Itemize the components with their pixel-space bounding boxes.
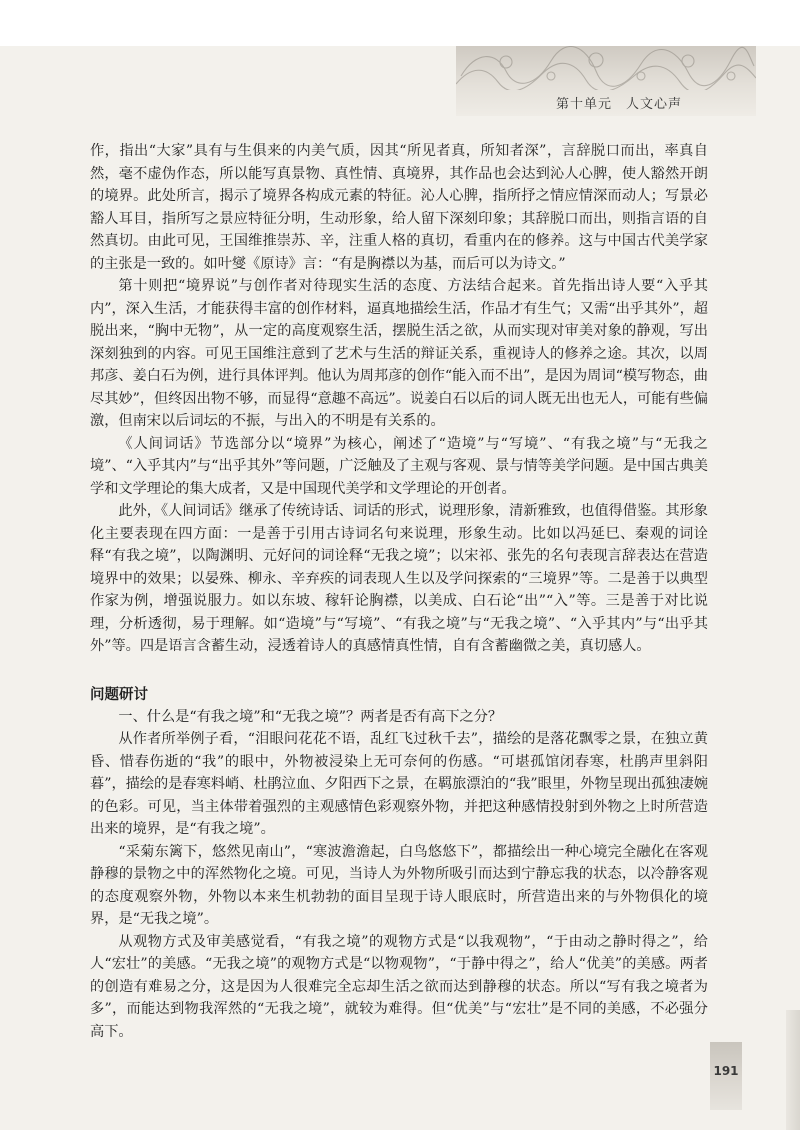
top-margin bbox=[0, 0, 800, 46]
section-heading: 问题研讨 bbox=[90, 686, 148, 703]
section-gap bbox=[90, 658, 708, 684]
header-ornament-pattern bbox=[456, 46, 756, 90]
unit-title: 第十单元 人文心声 bbox=[555, 97, 682, 112]
answer-paragraph: “采菊东篱下，悠然见南山”，“寒波澹澹起，白鸟悠悠下”，都描绘出一种心境完全融化在客观静穆的景物之中的浑然物化之境。可见，当诗人为外物所吸引而达到宁静忘我的状态，以冷静客观的态度观察外物，外物以本来生机勃勃的面目呈现于诗人眼底时，所营造出来的与外物俱化的境界，是“无我之境”。 bbox=[90, 843, 708, 927]
body-paragraph: 作，指出“大家”具有与生俱来的内美气质，因其“所见者真，所知者深”，言辞脱口而出，率真自然，毫不虚伪作态，所以能写真景物、真性情、真境界，其作品也会达到沁人心脾，使人豁然开朗的境界。此处所言，揭示了境界各构成元素的特征。沁人心脾，指所抒之情应情深而动人；写景必豁人耳目，指所写之景应特征分明，生动形象，给人留下深刻印象；其辞脱口而出，则指言语的自然真切。由此可见，王国维推崇苏、辛，注重人格的真切，看重内在的修养。这与中国古代美学家的主张是一致的。如叶燮《原诗》言：“有是胸襟以为基，而后可以为诗文。” bbox=[90, 143, 708, 272]
page-number: 191 bbox=[713, 1064, 739, 1078]
answer-paragraph: 从观物方式及审美感觉看，“有我之境”的观物方式是“以我观物”，“于由动之静时得之”，给人“宏壮”的美感。“无我之境”的观物方式是“以物观物”，“于静中得之”，给人“优美”的美感。两者的创造有难易之分，这是因为人很难完全忘却生活之欲而达到静穆的状态。所以“写有我之境者为多”，而能达到物我浑然的“无我之境”，就较为难得。但“优美”与“宏壮”是不同的美感，不必强分高下。 bbox=[90, 933, 708, 1040]
discussion-question: 一、什么是“有我之境”和“无我之境”？两者是否有高下之分？ bbox=[118, 708, 503, 725]
page-body bbox=[90, 140, 708, 1043]
answer-paragraph: 从作者所举例子看，“泪眼问花花不语，乱红飞过秋千去”，描绘的是落花飘零之景，在独立黄昏、惜春伤逝的“我”的眼中，外物被浸染上无可奈何的伤感。“可堪孤馆闭春寒，杜鹃声里斜阳暮”，描绘的是春寒料峭、杜鹃泣血、夕阳西下之景，在羁旅漂泊的“我”眼里，外物呈现出孤独凄婉的色彩。可见，当主体带着强烈的主观感情色彩观察外物，并把这种感情投射到外物之上时所营造出来的境界，是“有我之境”。 bbox=[90, 731, 708, 837]
body-paragraph: 此外，《人间词话》继承了传统诗话、词话的形式，说理形象，清新雅致，也值得借鉴。其形象化主要表现在四方面：一是善于引用古诗词名句来说理，形象生动。比如以冯延巳、秦观的词诠释“有我之境”，以陶渊明、元好问的词诠释“无我之境”；以宋祁、张先的名句表现言辞表达在营造境界中的效果；以晏殊、柳永、辛弃疾的词表现人生以及学问探索的“三境界”等。二是善于以典型作家为例，增强说服力。如以东坡、稼轩论胸襟，以美成、白石论“出”“入”等。三是善于对比说理，分析透彻，易于理解。如“造境”与“写境”、“有我之境”与“无我之境”、“入乎其内”与“出乎其外”等。四是语言含蓄生动，浸透着诗人的真感情真性情，自有含蓄幽微之美，真切感人。 bbox=[90, 503, 708, 654]
body-paragraph: 第十则把“境界说”与创作者对待现实生活的态度、方法结合起来。首先指出诗人要“入乎其内”，深入生活，才能获得丰富的创作材料，逼真地描绘生活，作品才有生气；又需“出乎其外”，超脱出来，“胸中无物”，从一定的高度观察生活，摆脱生活之欲，从而实现对审美对象的静观，写出深刻独到的内容。可见王国维注意到了艺术与生活的辩证关系，重视诗人的修养之途。其次，以周邦彦、姜白石为例，进行具体评判。他认为周邦彦的创作“能入而不出”，是因为周词“模写物态，曲尽其妙”，但终因出物不够，而显得“意趣不高远”。说姜白石以后的词人既无出也无人，可能有些偏激，但南宋以后词坛的不振，与出入的不明是有关系的。 bbox=[90, 278, 708, 429]
body-paragraph: 《人间词话》节选部分以“境界”为核心，阐述了“造境”与“写境”、“有我之境”与“无我之境”、“入乎其内”与“出乎其外”等问题，广泛触及了主观与客观、景与情等美学问题。是中国古典美学和文学理论的集大成者，又是中国现代美学和文学理论的开创者。 bbox=[90, 435, 708, 497]
page-edge-shadow bbox=[786, 1010, 800, 1130]
